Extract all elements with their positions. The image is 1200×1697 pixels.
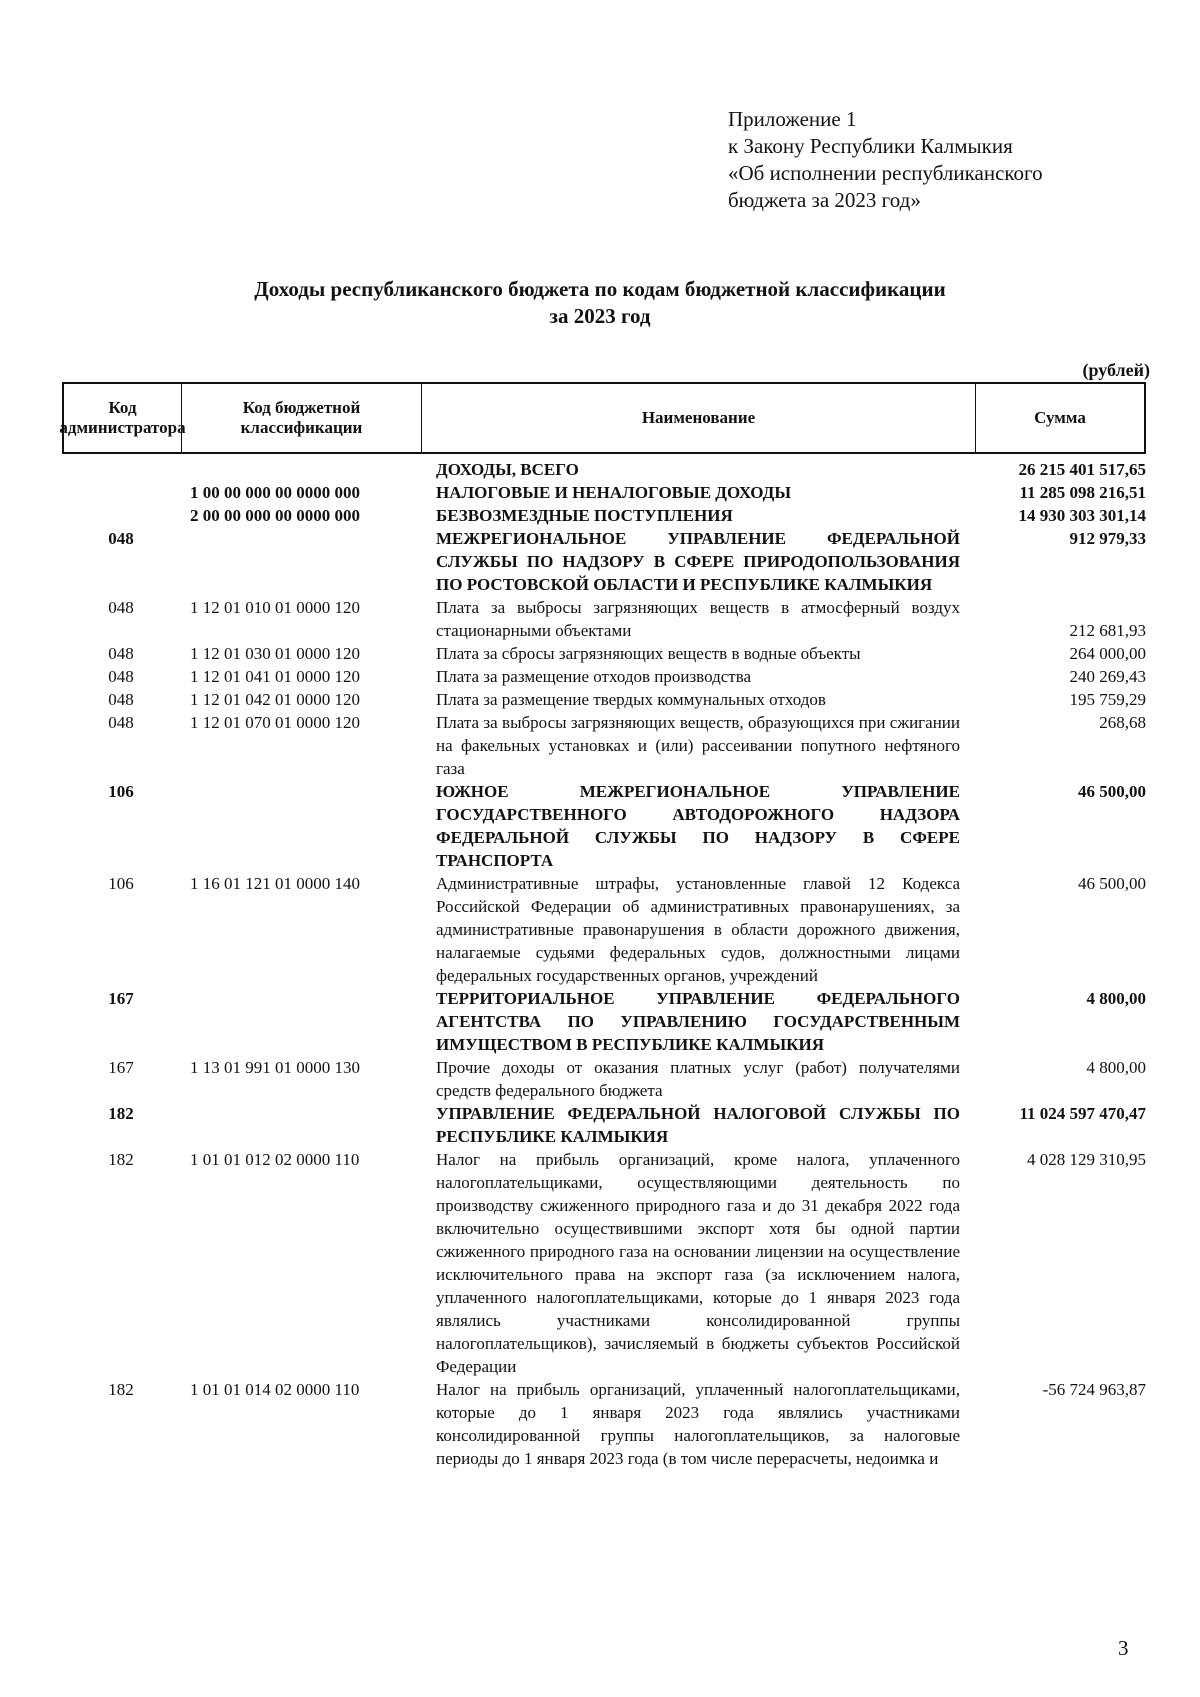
table-header [59,382,1146,454]
appendix-note [728,106,1043,214]
table-row [62,596,1152,642]
budget-code-cell: 1 12 01 010 01 0000 120 [190,598,360,617]
admin-code-cell: 167 [108,1058,134,1077]
admin-code-cell: 106 [108,782,134,801]
table-row [62,688,1152,711]
name-cell: УПРАВЛЕНИЕ ФЕДЕРАЛЬНОЙ НАЛОГОВОЙ СЛУЖБЫ ПО РЕСПУБЛИКЕ КАЛМЫКИЯ [436,1104,960,1146]
sum-cell: 912 979,33 [1069,529,1146,548]
document-title [150,276,1050,330]
budget-code-cell: 1 01 01 014 02 0000 110 [190,1380,360,1399]
header-sum: Сумма [1034,408,1086,427]
sum-cell: 26 215 401 517,65 [1018,460,1146,479]
table-row [62,642,1152,665]
sum-cell: 195 759,29 [1069,690,1146,709]
units-label: (рублей) [1082,360,1150,380]
document-title-line2: за 2023 год [549,304,651,328]
budget-code-cell: 1 12 01 042 01 0000 120 [190,690,360,709]
table-body [62,458,1152,1470]
table-row [62,1378,1152,1470]
budget-code-cell: 2 00 00 000 00 0000 000 [190,506,360,525]
header-budget-code: Код бюджетной классификации [182,384,422,452]
sum-cell: 14 930 303 301,14 [1018,506,1146,525]
admin-code-cell: 182 [108,1104,134,1123]
name-cell: Плата за сбросы загрязняющих веществ в водные объекты [436,644,861,663]
budget-code-cell: 1 00 00 000 00 0000 000 [190,483,360,502]
sum-cell: 268,68 [1099,713,1146,732]
sum-cell: 46 500,00 [1078,782,1146,801]
budget-code-cell: 1 01 01 012 02 0000 110 [190,1150,360,1169]
budget-code-cell: 1 16 01 121 01 0000 140 [190,874,360,893]
header-admin-code: Код администратора [64,384,182,452]
table-row [62,872,1152,987]
appendix-line: к Закону Республики Калмыкия [728,134,1013,158]
admin-code-cell: 048 [108,667,134,686]
page-number: 3 [1118,1636,1129,1660]
admin-code-cell: 106 [108,874,134,893]
table-row [62,481,1152,504]
name-cell: Административные штрафы, установленные главой 12 Кодекса Российской Федерации об административных правонарушениях, за административные правонарушения в области дорожного движения, налагаемые судьями федеральных судов, должностными лицами федеральных государственных органов, учреждений [436,874,960,985]
sum-cell: 46 500,00 [1078,874,1146,893]
appendix-line: Приложение 1 [728,107,857,131]
table-row [62,665,1152,688]
sum-cell: 240 269,43 [1069,667,1146,686]
sum-cell: -56 724 963,87 [1042,1380,1146,1399]
sum-cell: 4 028 129 310,95 [1027,1150,1146,1169]
sum-cell: 11 285 098 216,51 [1019,483,1146,502]
table-row [62,504,1152,527]
budget-code-cell: 1 13 01 991 01 0000 130 [190,1058,360,1077]
name-cell: ЮЖНОЕ МЕЖРЕГИОНАЛЬНОЕ УПРАВЛЕНИЕ ГОСУДАРСТВЕННОГО АВТОДОРОЖНОГО НАДЗОРА ФЕДЕРАЛЬНОЙ СЛУЖБЫ ПО НАДЗОРУ В СФЕРЕ ТРАНСПОРТА [436,782,960,870]
appendix-line: бюджета за 2023 год» [728,188,921,212]
admin-code-cell: 182 [108,1150,134,1169]
admin-code-cell: 048 [108,529,134,548]
admin-code-cell: 048 [108,598,134,617]
name-cell: БЕЗВОЗМЕЗДНЫЕ ПОСТУПЛЕНИЯ [436,506,733,525]
name-cell: Плата за выбросы загрязняющих веществ в атмосферный воздух стационарными объектами [436,598,960,640]
table-row [62,1056,1152,1102]
admin-code-cell: 182 [108,1380,134,1399]
admin-code-cell: 048 [108,644,134,663]
name-cell: Плата за выбросы загрязняющих веществ, образующихся при сжигании на факельных установках и (или) рассеивании попутного нефтяного газа [436,713,960,778]
table-row [62,527,1152,596]
name-cell: ДОХОДЫ, ВСЕГО [436,460,579,479]
name-cell: Налог на прибыль организаций, кроме налога, уплаченного налогоплательщиками, осуществляющими деятельность по производству сжиженного природного газа и до 31 декабря 2022 года включительно осуществившими экспорт хотя бы одной партии сжиженного природного газа на основании лицензии на осуществление исключительного права на экспорт газа (за исключением налога, уплаченного налогоплательщиками, которые до 1 января 2023 года являлись участниками консолидированной группы налогоплательщиков), зачисляемый в бюджеты субъектов Российской Федерации [436,1150,960,1376]
name-cell: Налог на прибыль организаций, уплаченный налогоплательщиками, которые до 1 января 2023 года являлись участниками консолидированной группы налогоплательщиков, за налоговые периоды до 1 января 2023 года (в том числе перерасчеты, недоимка и [436,1380,960,1468]
sum-cell: 4 800,00 [1086,1058,1146,1077]
budget-code-cell: 1 12 01 030 01 0000 120 [190,644,360,663]
admin-code-cell: 048 [108,713,134,732]
budget-code-cell: 1 12 01 041 01 0000 120 [190,667,360,686]
admin-code-cell: 167 [108,989,134,1008]
table-row [62,780,1152,872]
budget-code-cell: 1 12 01 070 01 0000 120 [190,713,360,732]
sum-cell: 4 800,00 [1086,989,1146,1008]
table-row [62,1148,1152,1378]
name-cell: НАЛОГОВЫЕ И НЕНАЛОГОВЫЕ ДОХОДЫ [436,483,792,502]
table-row [62,711,1152,780]
sum-cell: 264 000,00 [1069,644,1146,663]
name-cell: Плата за размещение твердых коммунальных отходов [436,690,826,709]
name-cell: Прочие доходы от оказания платных услуг (работ) получателями средств федерального бюджета [436,1058,960,1100]
sum-cell: 212 681,93 [1069,621,1146,640]
table-row [62,987,1152,1056]
table-row [62,1102,1152,1148]
sum-cell: 11 024 597 470,47 [1019,1104,1146,1123]
appendix-line: «Об исполнении республиканского [728,161,1043,185]
name-cell: ТЕРРИТОРИАЛЬНОЕ УПРАВЛЕНИЕ ФЕДЕРАЛЬНОГО АГЕНТСТВА ПО УПРАВЛЕНИЮ ГОСУДАРСТВЕННЫМ ИМУЩЕСТВОМ В РЕСПУБЛИКЕ КАЛМЫКИЯ [436,989,960,1054]
name-cell: Плата за размещение отходов производства [436,667,752,686]
name-cell: МЕЖРЕГИОНАЛЬНОЕ УПРАВЛЕНИЕ ФЕДЕРАЛЬНОЙ СЛУЖБЫ ПО НАДЗОРУ В СФЕРЕ ПРИРОДОПОЛЬЗОВАНИЯ ПО РОСТОВСКОЙ ОБЛАСТИ И РЕСПУБЛИКЕ КАЛМЫКИЯ [436,529,960,594]
document-title-line1: Доходы республиканского бюджета по кодам бюджетной классификации [254,277,946,301]
header-name: Наименование [422,384,976,452]
table-row [62,458,1152,481]
admin-code-cell: 048 [108,690,134,709]
